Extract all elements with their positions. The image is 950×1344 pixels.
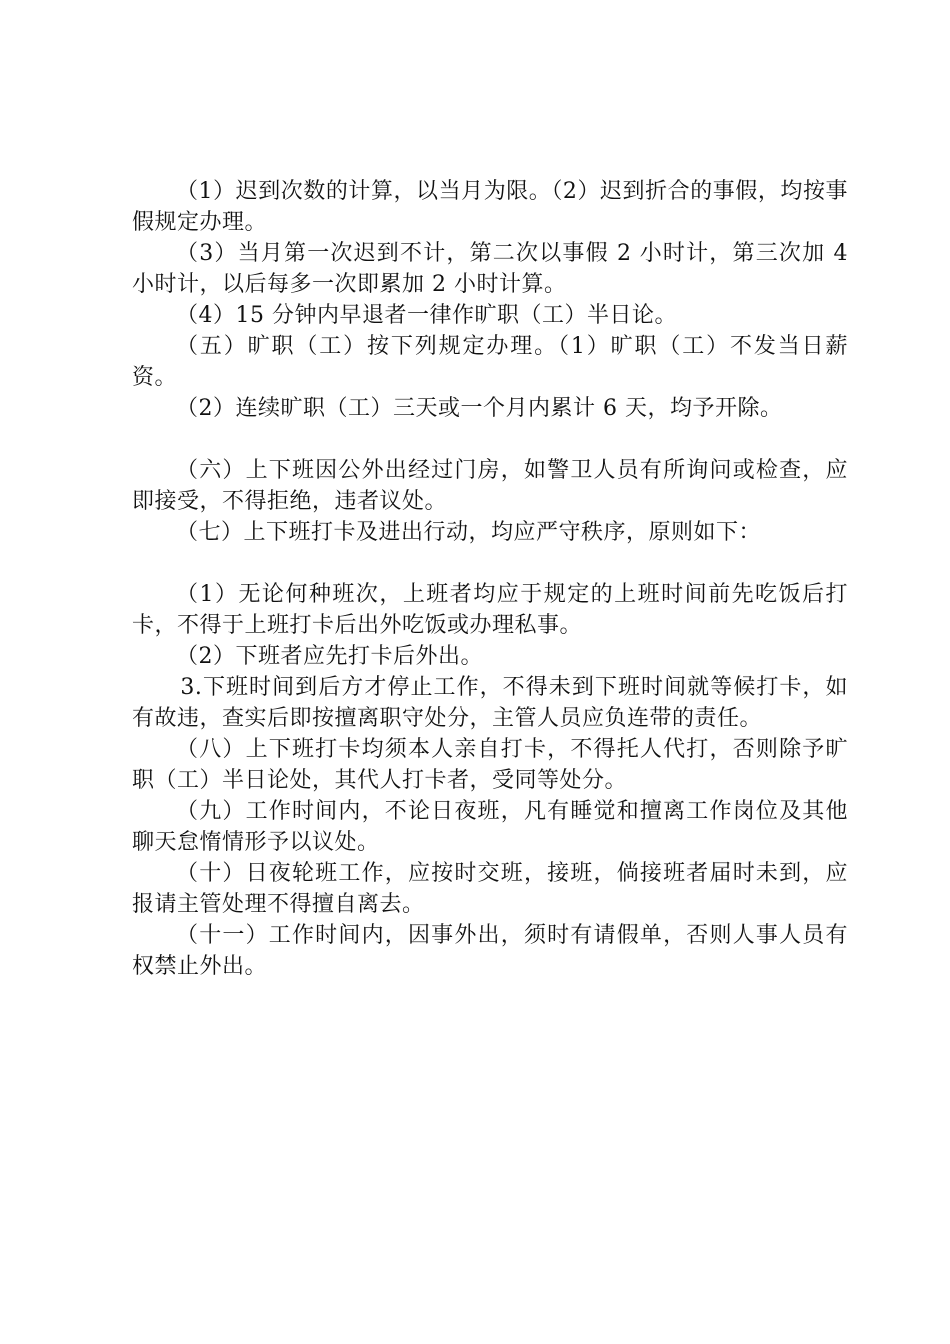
paragraph-11: （八）上下班打卡均须本人亲自打卡，不得托人代打，否则除予旷职（工）半日论处，其代人打卡者，受同等处分。: [132, 737, 848, 793]
paragraph-2: （3）当月第一次迟到不计，第二次以事假 2 小时计，第三次加 4 小时计，以后每多一次即累加 2 小时计算。: [132, 241, 848, 297]
paragraph-7: （七）上下班打卡及进出行动，均应严守秩序，原则如下：: [176, 520, 762, 545]
blank-line: [132, 424, 848, 455]
document-body: [132, 176, 848, 982]
paragraph-8: （1）无论何种班次，上班者均应于规定的上班时间前先吃饭后打卡，不得于上班打卡后出外吃饭或办理私事。: [132, 582, 848, 638]
paragraph-1: （1）迟到次数的计算，以当月为限。（2）迟到折合的事假，均按事假规定办理。: [132, 179, 848, 235]
paragraph-9: （2）下班者应先打卡后外出。: [176, 644, 483, 669]
paragraph-13: （十）日夜轮班工作，应按时交班，接班，倘接班者届时未到，应报请主管处理不得擅自离去。: [132, 861, 848, 917]
paragraph-14: （十一）工作时间内，因事外出，须时有请假单，否则人事人员有权禁止外出。: [132, 923, 848, 979]
paragraph-6: （六）上下班因公外出经过门房，如警卫人员有所询问或检查，应即接受，不得拒绝，违者议处。: [132, 458, 848, 514]
blank-line: [132, 548, 848, 579]
paragraph-4: （五）旷职（工）按下列规定办理。（1）旷职（工）不发当日薪资。: [132, 334, 848, 390]
paragraph-3: （4）15 分钟内早退者一律作旷职（工）半日论。: [176, 303, 677, 328]
paragraph-5: （2）连续旷职（工）三天或一个月内累计 6 天，均予开除。: [176, 396, 783, 421]
paragraph-12: （九）工作时间内，不论日夜班，凡有睡觉和擅离工作岗位及其他聊天怠惰情形予以议处。: [132, 799, 848, 855]
paragraph-10: 3.下班时间到后方才停止工作，不得未到下班时间就等候打卡，如有故违，查实后即按擅离职守处分，主管人员应负连带的责任。: [132, 675, 848, 731]
